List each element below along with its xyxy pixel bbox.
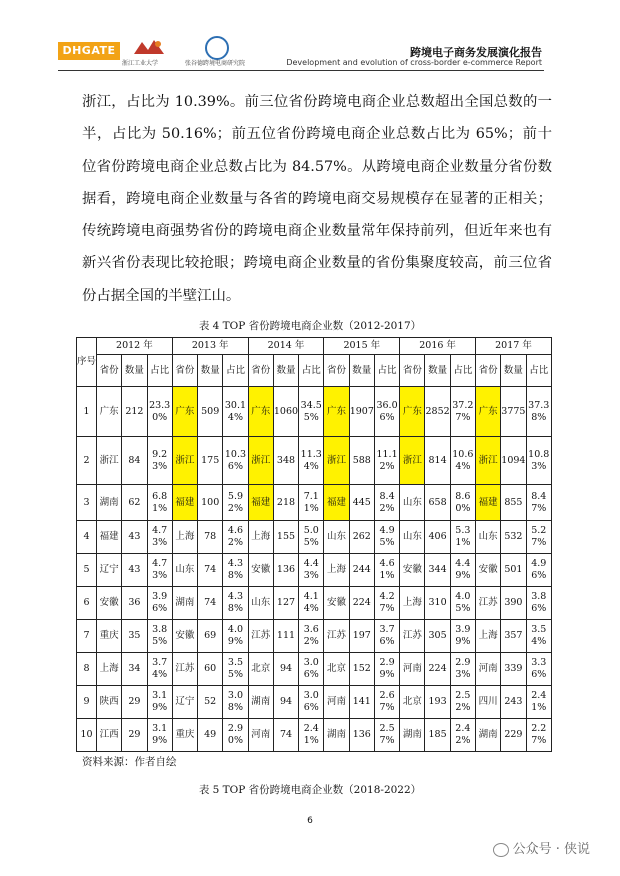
count-cell: 224 (349, 587, 374, 620)
province-cell: 安徽 (248, 554, 273, 587)
province-cell: 上海 (97, 653, 122, 686)
count-cell: 348 (273, 437, 298, 485)
share-cell: 8.60% (450, 485, 475, 521)
sub-header: 省份 (172, 355, 197, 387)
count-cell: 855 (501, 485, 526, 521)
seq-cell: 7 (77, 620, 97, 653)
table-row (77, 387, 552, 437)
province-cell: 安徽 (400, 554, 425, 587)
province-cell: 四川 (475, 686, 500, 719)
logo-caption-1: 浙江工业大学 (122, 60, 159, 67)
count-cell: 152 (349, 653, 374, 686)
seq-cell: 3 (77, 485, 97, 521)
page-number: 6 (307, 816, 313, 826)
year-header: 2015 年 (324, 338, 400, 355)
share-cell: 3.85% (147, 620, 172, 653)
count-cell: 218 (273, 485, 298, 521)
province-cell: 江苏 (248, 620, 273, 653)
province-cell: 辽宁 (172, 686, 197, 719)
sub-header: 省份 (97, 355, 122, 387)
count-cell: 74 (198, 587, 223, 620)
province-cell: 湖南 (172, 587, 197, 620)
count-cell: 310 (425, 587, 450, 620)
count-cell: 141 (349, 686, 374, 719)
province-cell: 山东 (172, 554, 197, 587)
share-cell: 6.81% (147, 485, 172, 521)
year-header: 2013 年 (172, 338, 248, 355)
share-cell: 2.99% (374, 653, 399, 686)
province-cell: 辽宁 (97, 554, 122, 587)
share-cell: 4.09% (223, 620, 248, 653)
province-cell: 河南 (324, 686, 349, 719)
province-cell: 陕西 (97, 686, 122, 719)
count-cell: 84 (122, 437, 147, 485)
report-subtitle: Development and evolution of cross-border e-commerce Report (286, 58, 542, 67)
count-cell: 136 (349, 719, 374, 752)
count-cell: 357 (501, 620, 526, 653)
sub-header: 数量 (349, 355, 374, 387)
wechat-icon (493, 843, 509, 857)
sub-header: 省份 (400, 355, 425, 387)
year-header: 2012 年 (97, 338, 173, 355)
sub-header: 占比 (147, 355, 172, 387)
province-cell: 江苏 (172, 653, 197, 686)
count-cell: 406 (425, 521, 450, 554)
province-cell: 安徽 (97, 587, 122, 620)
share-cell: 2.67% (374, 686, 399, 719)
sub-header: 占比 (526, 355, 551, 387)
province-cell: 湖南 (248, 686, 273, 719)
province-cell: 福建 (97, 521, 122, 554)
count-cell: 390 (501, 587, 526, 620)
count-cell: 262 (349, 521, 374, 554)
sub-header: 数量 (122, 355, 147, 387)
count-cell: 501 (501, 554, 526, 587)
sub-header: 占比 (299, 355, 324, 387)
count-cell: 344 (425, 554, 450, 587)
count-cell: 62 (122, 485, 147, 521)
sub-header: 数量 (501, 355, 526, 387)
share-cell: 4.61% (374, 554, 399, 587)
share-cell: 4.14% (299, 587, 324, 620)
share-cell: 4.43% (299, 554, 324, 587)
table-row (77, 554, 552, 587)
province-cell: 上海 (400, 587, 425, 620)
share-cell: 5.31% (450, 521, 475, 554)
province-cell: 河南 (475, 653, 500, 686)
share-cell: 3.74% (147, 653, 172, 686)
count-cell: 36 (122, 587, 147, 620)
count-cell: 1907 (349, 387, 374, 437)
count-cell: 509 (198, 387, 223, 437)
province-cell: 重庆 (97, 620, 122, 653)
province-cell: 上海 (475, 620, 500, 653)
source-note: 资料来源：作者自绘 (82, 756, 177, 768)
institute-logo (205, 36, 229, 60)
share-cell: 3.99% (450, 620, 475, 653)
share-cell: 4.49% (450, 554, 475, 587)
university-logo (128, 36, 172, 60)
province-cell: 湖南 (97, 485, 122, 521)
share-cell: 5.92% (223, 485, 248, 521)
count-cell: 445 (349, 485, 374, 521)
share-cell: 3.19% (147, 686, 172, 719)
count-cell: 185 (425, 719, 450, 752)
sub-header: 占比 (450, 355, 475, 387)
province-cell: 江苏 (400, 620, 425, 653)
table-row (77, 587, 552, 620)
province-cell: 安徽 (172, 620, 197, 653)
table-row (77, 620, 552, 653)
count-cell: 94 (273, 653, 298, 686)
province-cell: 北京 (400, 686, 425, 719)
year-header-row (77, 338, 552, 355)
share-cell: 7.11% (299, 485, 324, 521)
province-cell: 广东 (400, 387, 425, 437)
province-cell: 广东 (475, 387, 500, 437)
sub-header: 占比 (223, 355, 248, 387)
province-cell: 山东 (400, 521, 425, 554)
province-cell: 浙江 (400, 437, 425, 485)
province-cell: 福建 (324, 485, 349, 521)
province-cell: 重庆 (172, 719, 197, 752)
table-row (77, 719, 552, 752)
body-paragraph: 浙江，占比为 10.39%。前三位省份跨境电商企业总数超出全国总数的一半，占比为 50.16%；前五位省份跨境电商企业总数占比为 65%；前十位省份跨境电商企业总数占比为 84.57%。从跨境电商企业数量分省份数据看，跨境电商企业数量与各省的跨境电商交易规模存在显著的正相关；传统跨境电商强势省份的跨境电商企业数量常年保持前列，但近年来也有新兴省份表现比较抢眼；跨境电商企业数量的省份集聚度较高，前三位省份占据全国的半壁江山。 (82, 94, 552, 304)
seq-cell: 4 (77, 521, 97, 554)
share-cell: 2.27% (526, 719, 551, 752)
count-cell: 1060 (273, 387, 298, 437)
province-cell: 上海 (248, 521, 273, 554)
sub-header: 数量 (425, 355, 450, 387)
share-cell: 34.55% (299, 387, 324, 437)
seq-cell: 5 (77, 554, 97, 587)
share-cell: 4.38% (223, 554, 248, 587)
seq-cell: 8 (77, 653, 97, 686)
share-cell: 5.27% (526, 521, 551, 554)
table5-caption: 表 5 TOP 省份跨境电商企业数（2018-2022） (198, 784, 422, 796)
count-cell: 229 (501, 719, 526, 752)
count-cell: 60 (198, 653, 223, 686)
share-cell: 3.08% (223, 686, 248, 719)
province-cell: 广东 (97, 387, 122, 437)
year-header: 2014 年 (248, 338, 324, 355)
province-cell: 湖南 (400, 719, 425, 752)
count-cell: 52 (198, 686, 223, 719)
share-cell: 2.41% (299, 719, 324, 752)
count-cell: 305 (425, 620, 450, 653)
table4-body (77, 387, 552, 752)
share-cell: 3.36% (526, 653, 551, 686)
province-cell: 浙江 (97, 437, 122, 485)
seq-cell: 10 (77, 719, 97, 752)
count-cell: 94 (273, 686, 298, 719)
sub-header: 占比 (374, 355, 399, 387)
share-cell: 10.64% (450, 437, 475, 485)
watermark (493, 838, 590, 857)
province-cell: 江西 (97, 719, 122, 752)
count-cell: 175 (198, 437, 223, 485)
logo-caption-2: 张谷德跨境电商研究院 (185, 60, 246, 67)
table4 (76, 337, 552, 752)
share-cell: 3.54% (526, 620, 551, 653)
share-cell: 23.30% (147, 387, 172, 437)
count-cell: 532 (501, 521, 526, 554)
table4-caption: 表 4 TOP 省份跨境电商企业数（2012-2017） (198, 320, 422, 332)
share-cell: 3.55% (223, 653, 248, 686)
count-cell: 127 (273, 587, 298, 620)
sub-header: 省份 (475, 355, 500, 387)
share-cell: 3.06% (299, 653, 324, 686)
province-cell: 江苏 (324, 620, 349, 653)
share-cell: 3.76% (374, 620, 399, 653)
share-cell: 3.19% (147, 719, 172, 752)
count-cell: 2852 (425, 387, 450, 437)
table-row (77, 686, 552, 719)
count-cell: 43 (122, 554, 147, 587)
share-cell: 10.83% (526, 437, 551, 485)
count-cell: 155 (273, 521, 298, 554)
province-cell: 广东 (172, 387, 197, 437)
province-cell: 浙江 (324, 437, 349, 485)
province-cell: 江苏 (475, 587, 500, 620)
count-cell: 1094 (501, 437, 526, 485)
header-divider (58, 70, 544, 71)
province-cell: 广东 (324, 387, 349, 437)
count-cell: 339 (501, 653, 526, 686)
province-cell: 山东 (400, 485, 425, 521)
share-cell: 4.38% (223, 587, 248, 620)
share-cell: 10.36% (223, 437, 248, 485)
province-cell: 湖南 (324, 719, 349, 752)
table-row (77, 437, 552, 485)
count-cell: 74 (273, 719, 298, 752)
province-cell: 福建 (475, 485, 500, 521)
share-cell: 4.73% (147, 554, 172, 587)
year-header: 2016 年 (400, 338, 476, 355)
province-cell: 安徽 (324, 587, 349, 620)
share-cell: 2.42% (450, 719, 475, 752)
count-cell: 43 (122, 521, 147, 554)
table-row (77, 653, 552, 686)
province-cell: 北京 (248, 653, 273, 686)
share-cell: 3.62% (299, 620, 324, 653)
province-cell: 福建 (172, 485, 197, 521)
share-cell: 3.96% (147, 587, 172, 620)
share-cell: 11.12% (374, 437, 399, 485)
share-cell: 36.06% (374, 387, 399, 437)
share-cell: 3.06% (299, 686, 324, 719)
report-title: 跨境电子商务发展演化报告 (410, 46, 542, 59)
seq-cell: 9 (77, 686, 97, 719)
share-cell: 4.96% (526, 554, 551, 587)
province-cell: 山东 (248, 587, 273, 620)
count-cell: 197 (349, 620, 374, 653)
sub-header-row (77, 355, 552, 387)
count-cell: 29 (122, 719, 147, 752)
sub-header: 数量 (198, 355, 223, 387)
share-cell: 4.05% (450, 587, 475, 620)
count-cell: 100 (198, 485, 223, 521)
count-cell: 74 (198, 554, 223, 587)
dhgate-logo: DHGATE (58, 42, 120, 60)
count-cell: 3775 (501, 387, 526, 437)
share-cell: 4.62% (223, 521, 248, 554)
table-row (77, 485, 552, 521)
share-cell: 11.34% (299, 437, 324, 485)
province-cell: 浙江 (475, 437, 500, 485)
seq-cell: 6 (77, 587, 97, 620)
count-cell: 34 (122, 653, 147, 686)
province-cell: 河南 (248, 719, 273, 752)
share-cell: 37.38% (526, 387, 551, 437)
province-cell: 山东 (324, 521, 349, 554)
sub-header: 省份 (324, 355, 349, 387)
share-cell: 8.42% (374, 485, 399, 521)
count-cell: 224 (425, 653, 450, 686)
year-header: 2017 年 (475, 338, 551, 355)
province-cell: 浙江 (172, 437, 197, 485)
share-cell: 30.14% (223, 387, 248, 437)
count-cell: 244 (349, 554, 374, 587)
count-cell: 136 (273, 554, 298, 587)
province-cell: 上海 (324, 554, 349, 587)
count-cell: 78 (198, 521, 223, 554)
province-cell: 广东 (248, 387, 273, 437)
province-cell: 北京 (324, 653, 349, 686)
count-cell: 49 (198, 719, 223, 752)
count-cell: 29 (122, 686, 147, 719)
share-cell: 2.90% (223, 719, 248, 752)
province-cell: 安徽 (475, 554, 500, 587)
seq-cell: 1 (77, 387, 97, 437)
province-cell: 山东 (475, 521, 500, 554)
province-cell: 河南 (400, 653, 425, 686)
sub-header: 数量 (273, 355, 298, 387)
count-cell: 814 (425, 437, 450, 485)
table-row (77, 521, 552, 554)
count-cell: 243 (501, 686, 526, 719)
count-cell: 193 (425, 686, 450, 719)
share-cell: 2.93% (450, 653, 475, 686)
share-cell: 3.86% (526, 587, 551, 620)
share-cell: 4.27% (374, 587, 399, 620)
page-header (0, 0, 620, 72)
share-cell: 2.57% (374, 719, 399, 752)
sub-header: 省份 (248, 355, 273, 387)
share-cell: 2.41% (526, 686, 551, 719)
share-cell: 5.05% (299, 521, 324, 554)
seq-header: 序号 (77, 338, 97, 387)
count-cell: 69 (198, 620, 223, 653)
count-cell: 658 (425, 485, 450, 521)
province-cell: 福建 (248, 485, 273, 521)
province-cell: 湖南 (475, 719, 500, 752)
province-cell: 上海 (172, 521, 197, 554)
seq-cell: 2 (77, 437, 97, 485)
count-cell: 111 (273, 620, 298, 653)
share-cell: 2.52% (450, 686, 475, 719)
share-cell: 4.95% (374, 521, 399, 554)
share-cell: 8.47% (526, 485, 551, 521)
watermark-text: 公众号 · 侠说 (512, 842, 590, 857)
count-cell: 212 (122, 387, 147, 437)
share-cell: 37.27% (450, 387, 475, 437)
province-cell: 浙江 (248, 437, 273, 485)
count-cell: 588 (349, 437, 374, 485)
share-cell: 4.73% (147, 521, 172, 554)
share-cell: 9.23% (147, 437, 172, 485)
count-cell: 35 (122, 620, 147, 653)
